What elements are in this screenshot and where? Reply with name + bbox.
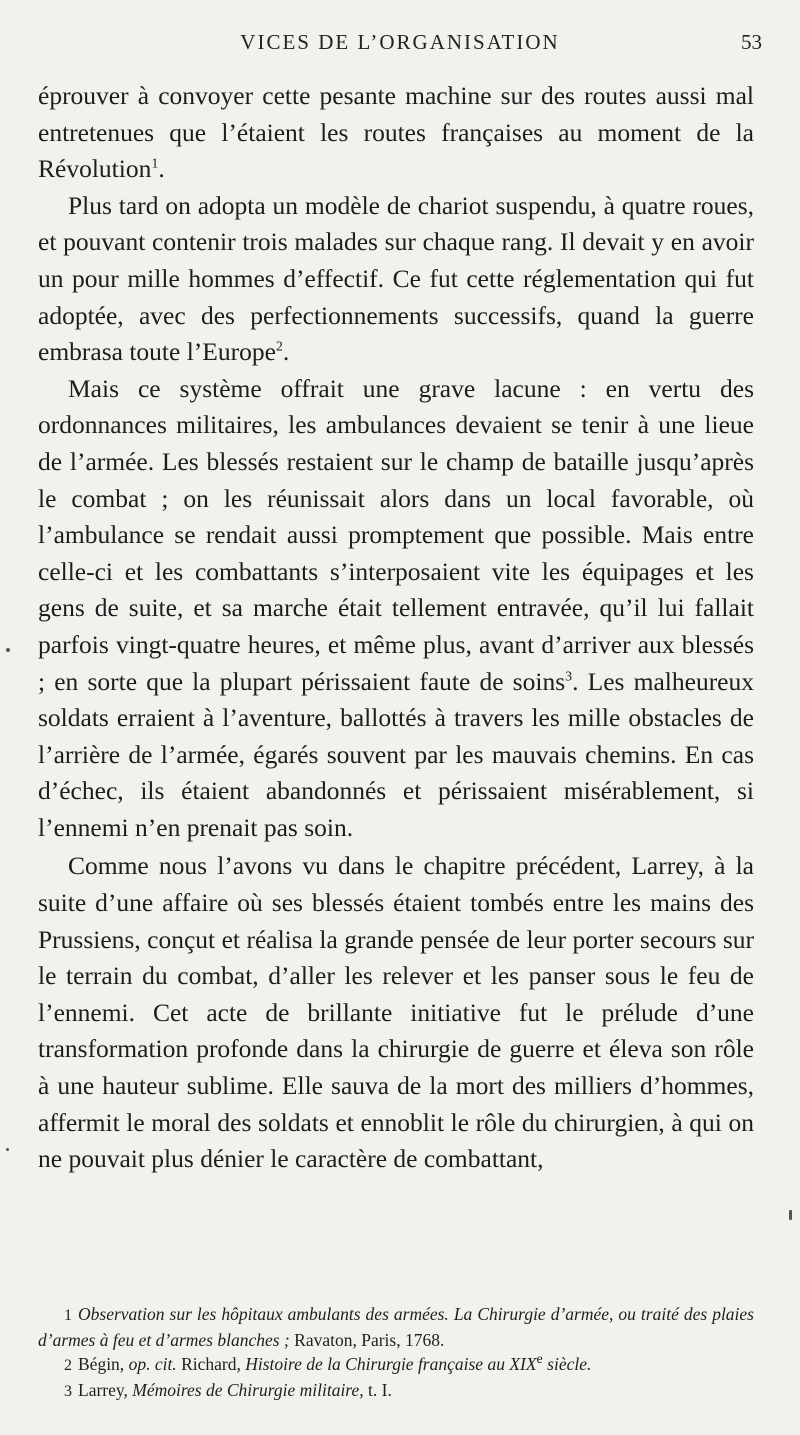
footnote-2-op-cit: op. cit. (128, 1354, 177, 1374)
footnote-3 (38, 1378, 754, 1404)
paragraph-3-end: . Les malheureux soldats erraient à l’aventure, ballottés à travers les mille obstacles de l’arrière de l’armée, égarés souvent par les mauvais chemins. En cas d’échec, ils étaient abandonnés et périssaient misérablement, si l’ennemi n’en prenait pas soin. (38, 666, 755, 842)
paragraph-2-text: Plus tard on adopta un modèle de chariot suspendu, à quatre roues, et pouvant contenir trois malades sur chaque rang. Il devait y en avoir un pour mille hommes d’effectif. Ce fut cette réglementation qui fut adoptée, avec des perfectionnements successifs, quand la guerre embrasa toute l’Europe (38, 190, 754, 367)
footnote-ref-2: 2 (275, 339, 283, 355)
footnote-1-number: 1 (64, 1307, 72, 1324)
scan-speck (789, 1210, 792, 1220)
scan-speck (6, 648, 10, 652)
footnote-3-number: 3 (64, 1383, 72, 1400)
footnotes (38, 1302, 754, 1404)
paragraph-2 (38, 188, 754, 371)
paragraph-4 (38, 848, 754, 1177)
footnote-ref-3: 3 (565, 669, 573, 684)
footnote-1-rest: Ravaton, Paris, 1768. (289, 1330, 445, 1350)
paragraph-1-text: éprouver à convoyer cette pesante machine sur des routes aussi mal entretenues que l’étaient les routes françaises au moment de la Révolution (38, 81, 754, 184)
footnote-2-title-end: siècle. (542, 1354, 592, 1374)
paragraph-3 (38, 371, 754, 847)
running-head: VICES DE L’ORGANISATION (240, 30, 560, 54)
scan-speck (6, 1148, 9, 1151)
footnote-2-century-sup: e (536, 1352, 543, 1368)
footnote-3-title: Mémoires de Chirurgie militaire, (132, 1380, 364, 1400)
paragraph-3-text: Mais ce système offrait une grave lacune : en vertu des ordonnances militaires, les ambulances devaient se tenir à une lieue de l’armée. Les blessés restaient sur le champ de bataille jusqu’après le combat ; on les réunissait alors dans un local favorable, où l’ambulance se rendait aussi promptement que possible. Mais entre celle-ci et les combattants s’interposaient vite les équipages et les gens de suite, et sa marche était tellement entravée, qu’il lui fallait parfois vingt-quatre heures, et même plus, avant d’arriver aux blessés ; en sorte que la plupart périssaient faute de soins (38, 373, 754, 696)
paragraph-2-end: . (282, 337, 290, 367)
paragraph-1-end: . (158, 154, 165, 184)
page-header (0, 30, 800, 64)
footnote-3-author: Larrey, (78, 1380, 133, 1400)
footnote-2-number: 2 (64, 1357, 72, 1374)
footnote-2 (38, 1352, 754, 1378)
footnote-2-title: Histoire de la Chirurgie française au XIX (245, 1354, 537, 1374)
body-text (38, 78, 754, 1178)
footnote-1-title: Observation sur les hôpitaux ambulants des armées. La Chirurgie d’armée, ou traité des plaies d’armes à feu et d’armes blanches ; (38, 1304, 754, 1350)
paragraph-4-text: Comme nous l’avons vu dans le chapitre précédent, Larrey, à la suite d’une affaire où ses blessés étaient tombés entre les mains des Prussiens, conçut et réalisa la grande pensée de leur porter secours sur le terrain du combat, d’aller les relever et les panser sous le feu de l’ennemi. Cet acte de brillante initiative fut le prélude d’une transformation profonde dans la chirurgie de guerre et éleva son rôle à une hauteur sublime. Elle sauva de la mort des milliers d’hommes, affermit le moral des soldats et ennoblit le rôle du chirurgien, à qui on ne pouvait plus dénier le caractère de combattant, (38, 851, 754, 1174)
footnote-2-author: Bégin, (78, 1354, 129, 1374)
footnote-1 (38, 1302, 754, 1352)
footnote-2-author2: Richard, (176, 1354, 246, 1374)
footnote-ref-1: 1 (151, 156, 159, 172)
paragraph-1 (38, 78, 754, 188)
page-number: 53 (741, 30, 762, 54)
footnote-3-rest: t. I. (363, 1380, 392, 1400)
